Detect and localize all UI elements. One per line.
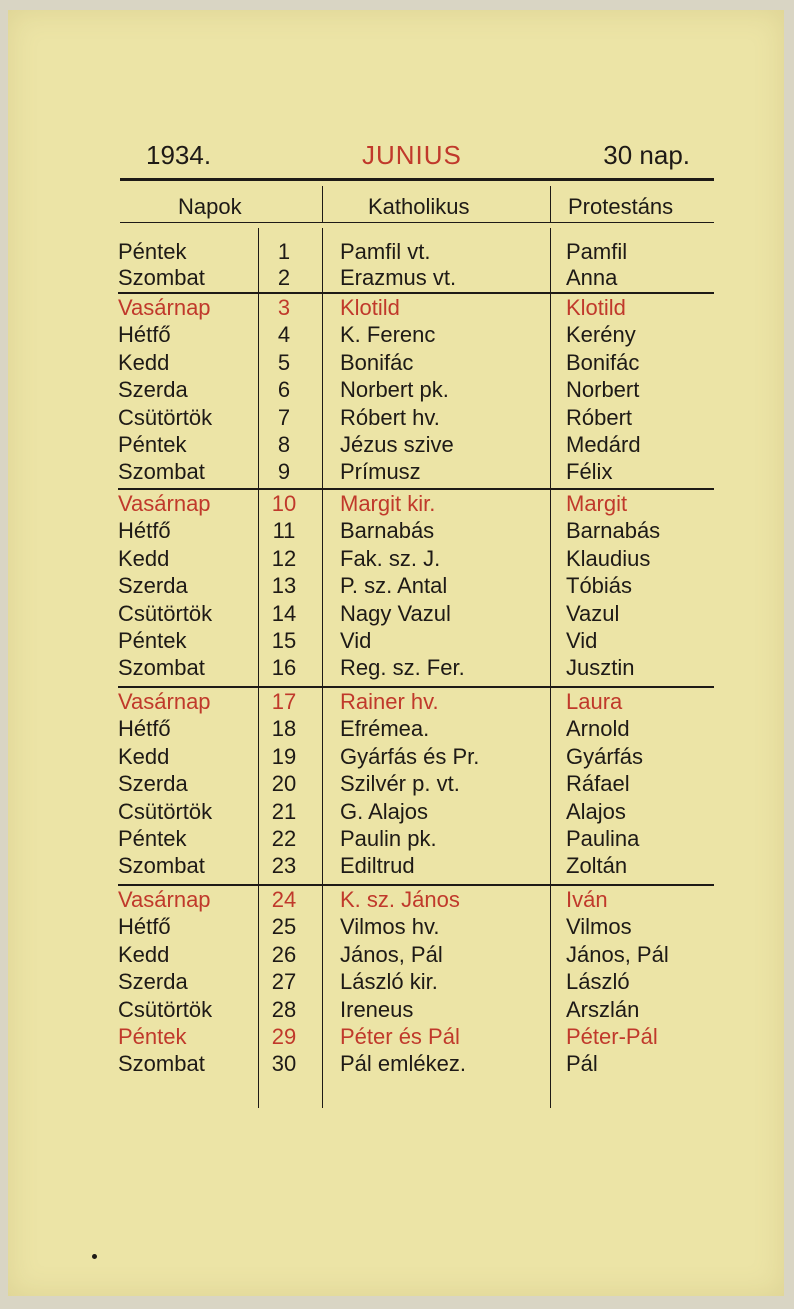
catholic-name-day: Reg. sz. Fer.	[340, 655, 465, 680]
day-number: 11	[272, 518, 296, 543]
year-label: 1934.	[146, 140, 212, 170]
protestant-name-day: Róbert	[566, 405, 633, 430]
day-name: Péntek	[118, 826, 187, 851]
catholic-name-day: Pamfil vt.	[340, 239, 431, 264]
protestant-name-day: Anna	[566, 265, 618, 290]
table-row	[0, 264, 794, 291]
table-row	[0, 545, 794, 572]
day-name: Péntek	[118, 628, 187, 653]
day-name: Vasárnap	[118, 295, 211, 320]
table-row	[0, 490, 794, 517]
table-row	[0, 572, 794, 599]
catholic-name-day: Ireneus	[340, 997, 414, 1022]
day-number: 28	[271, 997, 297, 1022]
column-header-katholikus: Katholikus	[368, 194, 470, 219]
protestant-name-day: Pamfil	[566, 239, 628, 264]
catholic-name-day: Ediltrud	[340, 853, 415, 878]
protestant-name-day: Vid	[566, 628, 598, 653]
catholic-name-day: Klotild	[340, 295, 400, 320]
protestant-name-day: Medárd	[566, 432, 641, 457]
day-number: 12	[271, 546, 297, 571]
protestant-name-day: Pál	[566, 1051, 598, 1076]
protestant-name-day: Margit	[566, 491, 628, 516]
catholic-name-day: P. sz. Antal	[340, 573, 448, 598]
day-name: Csütörtök	[118, 799, 213, 824]
catholic-name-day: Margit kir.	[340, 491, 436, 516]
catholic-name-day: Prímusz	[340, 459, 421, 484]
day-number: 22	[271, 826, 297, 851]
month-title: JUNIUS	[362, 140, 462, 170]
day-name: Hétfő	[118, 716, 171, 741]
catholic-name-day: Jézus szive	[340, 432, 454, 457]
table-row	[0, 517, 794, 544]
ink-dot	[92, 1254, 97, 1259]
catholic-name-day: Efrémea.	[340, 716, 430, 741]
table-row	[0, 825, 794, 852]
catholic-name-day: Vilmos hv.	[340, 914, 440, 939]
day-name: Hétfő	[118, 518, 171, 543]
protestant-name-day: Ráfael	[566, 771, 630, 796]
column-divider	[322, 186, 323, 222]
table-row	[0, 627, 794, 654]
table-row	[0, 1050, 794, 1077]
table-row	[0, 376, 794, 403]
day-number: 14	[271, 601, 297, 626]
protestant-name-day: Laura	[566, 689, 623, 714]
table-row	[0, 431, 794, 458]
day-number: 13	[271, 573, 297, 598]
day-name: Péntek	[118, 239, 187, 264]
day-name: Péntek	[118, 1024, 187, 1049]
day-number: 4	[277, 322, 291, 347]
day-name: Vasárnap	[118, 491, 211, 516]
protestant-name-day: Péter-Pál	[566, 1024, 658, 1049]
table-row	[0, 852, 794, 879]
day-name: Hétfő	[118, 914, 171, 939]
catholic-name-day: G. Alajos	[340, 799, 429, 824]
table-row	[0, 770, 794, 797]
table-row	[0, 743, 794, 770]
calendar-header	[120, 140, 712, 176]
protestant-name-day: Alajos	[566, 799, 626, 824]
column-header-napok: Napok	[178, 194, 242, 219]
protestant-name-day: Arnold	[566, 716, 630, 741]
table-row	[0, 968, 794, 995]
table-row	[0, 941, 794, 968]
day-number: 27	[271, 969, 297, 994]
day-name: Szombat	[118, 1051, 205, 1076]
catholic-name-day: Péter és Pál	[340, 1024, 460, 1049]
day-name: Szerda	[118, 969, 188, 994]
table-row	[0, 996, 794, 1023]
catholic-name-day: Gyárfás és Pr.	[340, 744, 480, 769]
day-name: Szerda	[118, 771, 188, 796]
day-number: 6	[277, 377, 291, 402]
day-name: Csütörtök	[118, 997, 213, 1022]
protestant-name-day: Paulina	[566, 826, 640, 851]
protestant-name-day: Tóbiás	[566, 573, 633, 598]
catholic-name-day: Bonifác	[340, 350, 414, 375]
day-number: 19	[271, 744, 297, 769]
day-name: Vasárnap	[118, 887, 211, 912]
day-number: 30	[271, 1051, 297, 1076]
day-number: 10	[271, 491, 297, 516]
day-number: 2	[277, 265, 291, 290]
column-divider	[550, 186, 551, 222]
day-number: 20	[271, 771, 297, 796]
table-row	[0, 654, 794, 681]
table-row	[0, 715, 794, 742]
day-name: Csütörtök	[118, 601, 213, 626]
protestant-name-day: Bonifác	[566, 350, 640, 375]
day-number: 23	[271, 853, 297, 878]
table-row	[0, 238, 794, 265]
protestant-name-day: Kerény	[566, 322, 636, 347]
day-number: 1	[277, 239, 291, 264]
table-row	[0, 294, 794, 321]
protestant-name-day: Barnabás	[566, 518, 661, 543]
day-number: 5	[277, 350, 291, 375]
table-row	[0, 688, 794, 715]
catholic-name-day: Vid	[340, 628, 372, 653]
catholic-name-day: Nagy Vazul	[340, 601, 451, 626]
table-row	[0, 1023, 794, 1050]
day-number: 29	[271, 1024, 297, 1049]
protestant-name-day: Iván	[566, 887, 608, 912]
day-number: 7	[277, 405, 291, 430]
protestant-name-day: Zoltán	[566, 853, 628, 878]
catholic-name-day: Fak. sz. J.	[340, 546, 441, 571]
catholic-name-day: Rainer hv.	[340, 689, 439, 714]
column-header-rule	[120, 222, 714, 223]
day-name: Péntek	[118, 432, 187, 457]
table-row	[0, 600, 794, 627]
day-number: 24	[271, 887, 297, 912]
table-row	[0, 404, 794, 431]
day-count-label: 30 nap.	[603, 140, 690, 170]
catholic-name-day: Szilvér p. vt.	[340, 771, 460, 796]
day-number: 17	[271, 689, 297, 714]
day-name: Kedd	[118, 942, 170, 967]
protestant-name-day: Norbert	[566, 377, 640, 402]
day-number: 26	[271, 942, 297, 967]
table-row	[0, 913, 794, 940]
day-number: 21	[271, 799, 297, 824]
day-number: 25	[271, 914, 297, 939]
catholic-name-day: Norbert pk.	[340, 377, 449, 402]
protestant-name-day: Arszlán	[566, 997, 640, 1022]
catholic-name-day: János, Pál	[340, 942, 443, 967]
day-name: Kedd	[118, 744, 170, 769]
day-number: 18	[271, 716, 297, 741]
table-row	[0, 321, 794, 348]
day-number: 3	[277, 295, 291, 320]
protestant-name-day: János, Pál	[566, 942, 669, 967]
day-number: 15	[271, 628, 297, 653]
protestant-name-day: Klaudius	[566, 546, 651, 571]
protestant-name-day: Vazul	[566, 601, 620, 626]
day-name: Szombat	[118, 853, 205, 878]
table-row	[0, 886, 794, 913]
catholic-name-day: Pál emlékez.	[340, 1051, 466, 1076]
day-name: Vasárnap	[118, 689, 211, 714]
protestant-name-day: László	[566, 969, 630, 994]
table-row	[0, 798, 794, 825]
catholic-name-day: László kir.	[340, 969, 438, 994]
protestant-name-day: Vilmos	[566, 914, 632, 939]
protestant-name-day: Gyárfás	[566, 744, 644, 769]
protestant-name-day: Félix	[566, 459, 613, 484]
day-number: 9	[277, 459, 291, 484]
day-name: Csütörtök	[118, 405, 213, 430]
catholic-name-day: Paulin pk.	[340, 826, 437, 851]
catholic-name-day: K. sz. János	[340, 887, 460, 912]
day-name: Hétfő	[118, 322, 171, 347]
catholic-name-day: Róbert hv.	[340, 405, 440, 430]
day-name: Szerda	[118, 573, 188, 598]
day-number: 16	[271, 655, 297, 680]
day-number: 8	[277, 432, 291, 457]
header-rule	[120, 178, 714, 181]
protestant-name-day: Jusztin	[566, 655, 635, 680]
catholic-name-day: K. Ferenc	[340, 322, 436, 347]
day-name: Szombat	[118, 459, 205, 484]
day-name: Szombat	[118, 655, 205, 680]
catholic-name-day: Barnabás	[340, 518, 435, 543]
column-header-protestans: Protestáns	[568, 194, 674, 219]
table-row	[0, 349, 794, 376]
day-name: Kedd	[118, 546, 170, 571]
catholic-name-day: Erazmus vt.	[340, 265, 457, 290]
day-name: Szombat	[118, 265, 205, 290]
day-name: Kedd	[118, 350, 170, 375]
day-name: Szerda	[118, 377, 188, 402]
protestant-name-day: Klotild	[566, 295, 626, 320]
table-row	[0, 458, 794, 485]
